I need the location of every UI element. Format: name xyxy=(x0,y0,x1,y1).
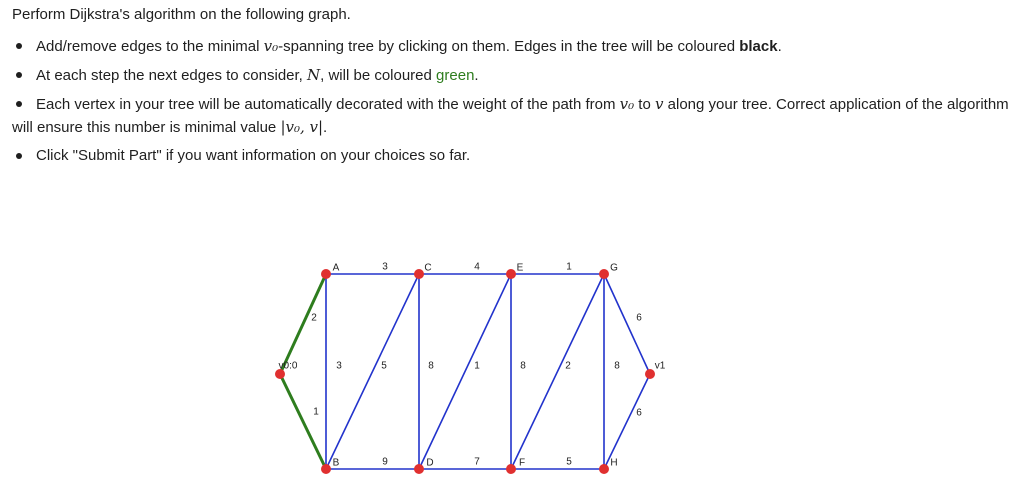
weight-C-E: 4 xyxy=(474,261,480,273)
vertex-E xyxy=(506,269,516,279)
weight-G-H: 8 xyxy=(614,360,620,372)
vertex-D xyxy=(414,464,424,474)
edge-weights xyxy=(311,262,642,468)
vertex-label-v1: v1 xyxy=(654,360,666,372)
vertex-label-B: B xyxy=(332,457,340,469)
weight-F-H: 5 xyxy=(566,456,572,468)
vertex-label-C: C xyxy=(424,262,432,274)
vertex-C xyxy=(414,269,424,279)
weight-H-v1: 6 xyxy=(636,407,642,419)
vertex-G xyxy=(599,269,609,279)
edge-v0-A[interactable] xyxy=(280,274,326,374)
vertex-F xyxy=(506,464,516,474)
vertex-label-F: F xyxy=(518,457,526,469)
weight-G-v1: 6 xyxy=(636,312,642,324)
instruction-4: Click "Submit Part" if you want information on your choices so far. xyxy=(12,145,1012,167)
edge-v0-B[interactable] xyxy=(280,374,326,469)
instruction-3: Each vertex in your tree will be automatically decorated with the weight of the path from v₀ to v along your tree. Correct application of the algorithm will ensure this number is minimal value |v₀, v|. xyxy=(12,93,1012,139)
vertex-v1 xyxy=(645,369,655,379)
vertex-H xyxy=(599,464,609,474)
weight-F-G: 2 xyxy=(565,360,571,372)
instruction-1: Add/remove edges to the minimal v₀-spanning tree by clicking on them. Edges in the tree will be coloured black. xyxy=(12,35,1012,58)
weight-A-C: 3 xyxy=(382,261,388,273)
vertex-label-H: H xyxy=(610,457,618,469)
vertex-A xyxy=(321,269,331,279)
question-title: Perform Dijkstra's algorithm on the following graph. xyxy=(12,6,351,23)
weight-v0-A: 2 xyxy=(311,312,317,324)
weight-D-E: 1 xyxy=(474,360,480,372)
vertex-B xyxy=(321,464,331,474)
edge-H-v1[interactable] xyxy=(604,374,650,469)
weight-v0-B: 1 xyxy=(313,406,319,418)
vertex-label-E: E xyxy=(516,262,524,274)
weight-E-G: 1 xyxy=(566,261,572,273)
instructions-list xyxy=(12,35,1012,167)
green-keyword: green xyxy=(436,67,475,84)
weight-E-F: 8 xyxy=(520,360,526,372)
vertex-label-G: G xyxy=(610,262,618,274)
black-keyword: black xyxy=(739,38,778,55)
vertex-label-v0: v0:0 xyxy=(278,360,298,372)
instruction-2: At each step the next edges to consider, N, will be coloured green. xyxy=(12,64,1012,87)
edge-G-v1[interactable] xyxy=(604,274,650,374)
weight-D-F: 7 xyxy=(474,456,480,468)
weight-B-C: 5 xyxy=(381,360,387,372)
math-v0: v₀ xyxy=(263,37,279,55)
graph-canvas[interactable] xyxy=(270,250,690,480)
vertex-label-D: D xyxy=(426,457,434,469)
question-content xyxy=(12,5,1012,173)
weight-C-D: 8 xyxy=(428,360,434,372)
vertex-label-A: A xyxy=(332,262,340,274)
weight-B-D: 9 xyxy=(382,456,388,468)
weight-A-B: 3 xyxy=(336,360,342,372)
math-n: N xyxy=(307,66,321,84)
